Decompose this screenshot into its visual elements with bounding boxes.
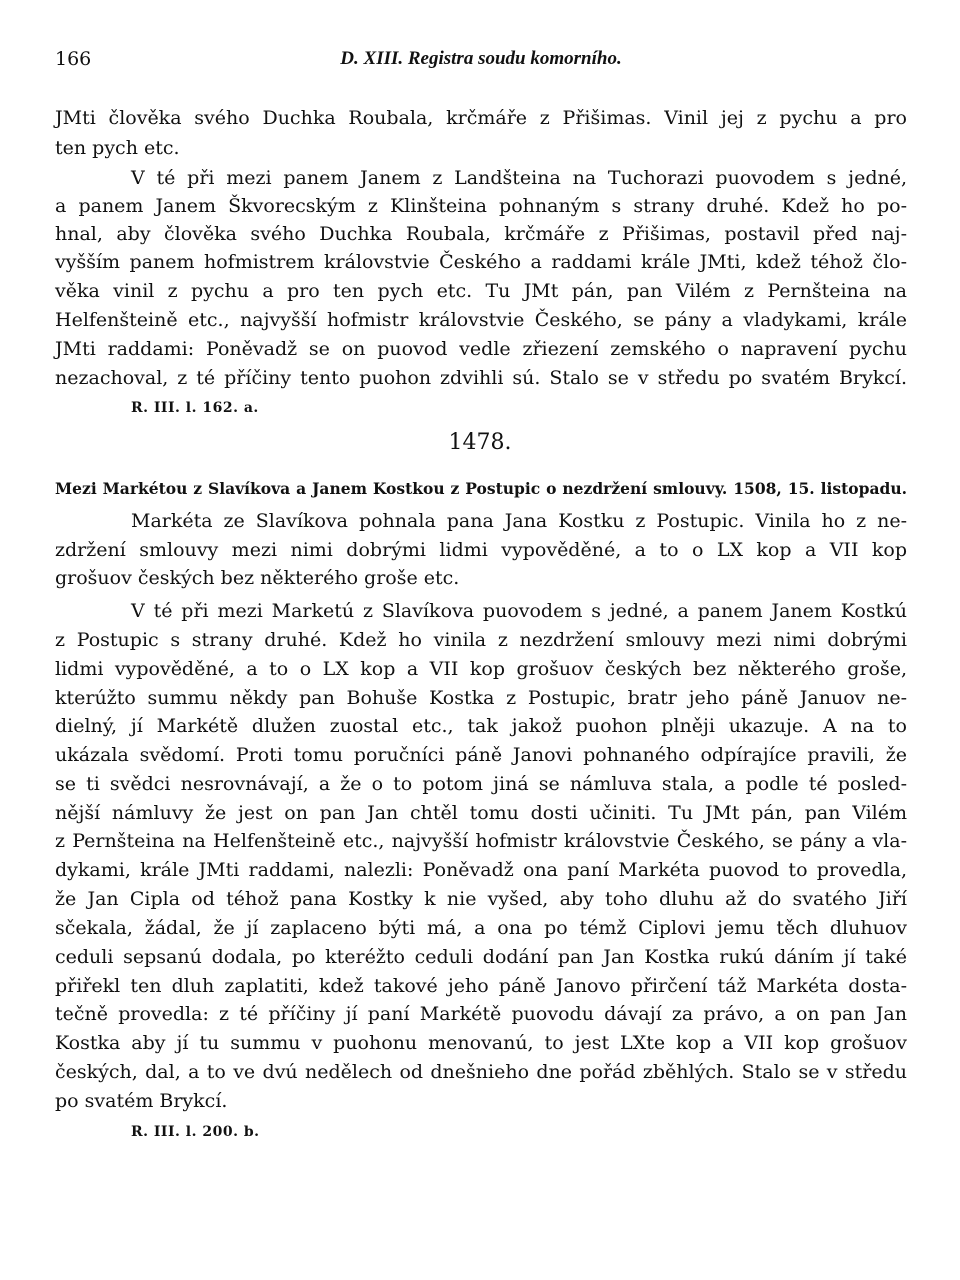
text-line: V té při mezi Marketú z Slavíkova puovodem s jedné, a panem Janem Kostkú: [131, 600, 907, 622]
text-line: tečně provedla: z té příčiny jí paní Markétě puovodu dávají za právo, a on pan Jan: [55, 1003, 907, 1025]
text-line: vyšším panem hofmistrem královstvie Českého a raddami krále JMti, kdež téhož člo-: [55, 251, 907, 273]
text-line: ten pych etc.: [55, 137, 180, 159]
text-line: Kostka aby jí tu summu v puohonu menovanú, to jest LXte kop a VII kop grošuov: [55, 1032, 907, 1054]
text-line: ceduli sepsanú dodala, po kteréžto ceduli dodání pan Jan Kostka rukú dáním jí také: [55, 946, 907, 968]
text-line: z Pernšteina na Helfenšteině etc., najvyšší hofmistr královstvie Českého, se pány a vla-: [55, 830, 907, 852]
text-line: se ti svědci nesrovnávají, a že o to potom jiná se námluva stala, a podle té posled-: [55, 773, 907, 795]
text-line: dielný, jí Markétě dlužen zuostal etc., tak jakož puohon plněji ukazuje. A na to: [55, 715, 907, 737]
text-line: že Jan Cipla od téhož pana Kostky k nie vyšed, aby toho dluhu až do svatého Jiří: [55, 888, 907, 910]
text-line: a panem Janem Škvorecským z Klinšteina pohnaným s strany druhé. Kdež ho po-: [55, 195, 907, 217]
text-line: z Postupic s strany druhé. Kdež ho vinila z nezdržení smlouvy mezi nimi dobrými: [55, 629, 907, 651]
archival-reference: R. III. l. 200. b.: [131, 1124, 260, 1140]
archival-reference: R. III. l. 162. a.: [131, 400, 259, 416]
document-title: Mezi Markétou z Slavíkova a Janem Kostkou z Postupic o nezdržení smlouvy. 1508, 15. listopadu.: [55, 479, 907, 498]
page-number: 166: [55, 48, 92, 70]
text-line: JMti raddami: Poněvadž se on puovod vedle zřiezení zemského o napravení pychu: [55, 338, 907, 360]
text-line: českých, dal, a to ve dvú nedělech od dnešnieho dne pořád zběhlých. Stalo se v středu: [55, 1061, 907, 1083]
page-header: [55, 48, 907, 82]
text-line: lidmi vypověděné, a to o LX kop a VII kop grošuov českých bez některého groše,: [55, 658, 907, 680]
text-line: ukázala svědomí. Proti tomu poručníci páně Janovi pohnaného odpírajíce pravili, že: [55, 744, 907, 766]
text-line: nější námluvy že jest on pan Jan chtěl tomu dosti učiniti. Tu JMt pán, pan Vilém: [55, 802, 907, 824]
text-line: sčekala, žádal, že jí zaplaceno býti má, a ona po témž Ciplovi jemu těch dluhuov: [55, 917, 907, 939]
text-line: JMti člověka svého Duchka Roubala, krčmáře z Přišimas. Vinil jej z pychu a pro: [55, 107, 907, 129]
text-line: dykami, krále JMti raddami, nalezli: Poněvadž ona paní Markéta puovod to provedla,: [55, 859, 907, 881]
text-line: nezachoval, z té příčiny tento puohon zdvihli sú. Stalo se v středu po svatém Brykcí.: [55, 367, 907, 389]
text-line: věka vinil z pychu a pro ten pych etc. Tu JMt pán, pan Vilém z Pernšteina na: [55, 280, 907, 302]
text-line: zdržení smlouvy mezi nimi dobrými lidmi vypověděné, a to o LX kop a VII kop: [55, 539, 907, 561]
text-line: Markéta ze Slavíkova pohnala pana Jana Kostku z Postupic. Vinila ho z ne-: [131, 510, 907, 532]
text-line: Helfenšteině etc., najvyšší hofmistr královstvie Českého, se pány a vladykami, krále: [55, 309, 907, 331]
text-line: hnal, aby člověka svého Duchka Roubala, krčmáře z Přišimas, postavil před naj-: [55, 223, 907, 245]
text-line: grošuov českých bez některého groše etc.: [55, 567, 460, 589]
text-line: přiřekl ten dluh zaplatiti, kdež takové jeho páně Janovo přirčení táž Markéta dosta-: [55, 975, 907, 997]
text-line: kterúžto summu někdy pan Bohuše Kostka z Postupic, bratr jeho páně Januov ne-: [55, 687, 907, 709]
text-line: V té při mezi panem Janem z Landšteina na Tuchorazi puovodem s jedné,: [131, 167, 907, 189]
running-head: D. XIII. Registra soudu komorního.: [340, 48, 622, 69]
text-line: po svatém Brykcí.: [55, 1090, 228, 1112]
document-number: 1478.: [448, 430, 512, 455]
